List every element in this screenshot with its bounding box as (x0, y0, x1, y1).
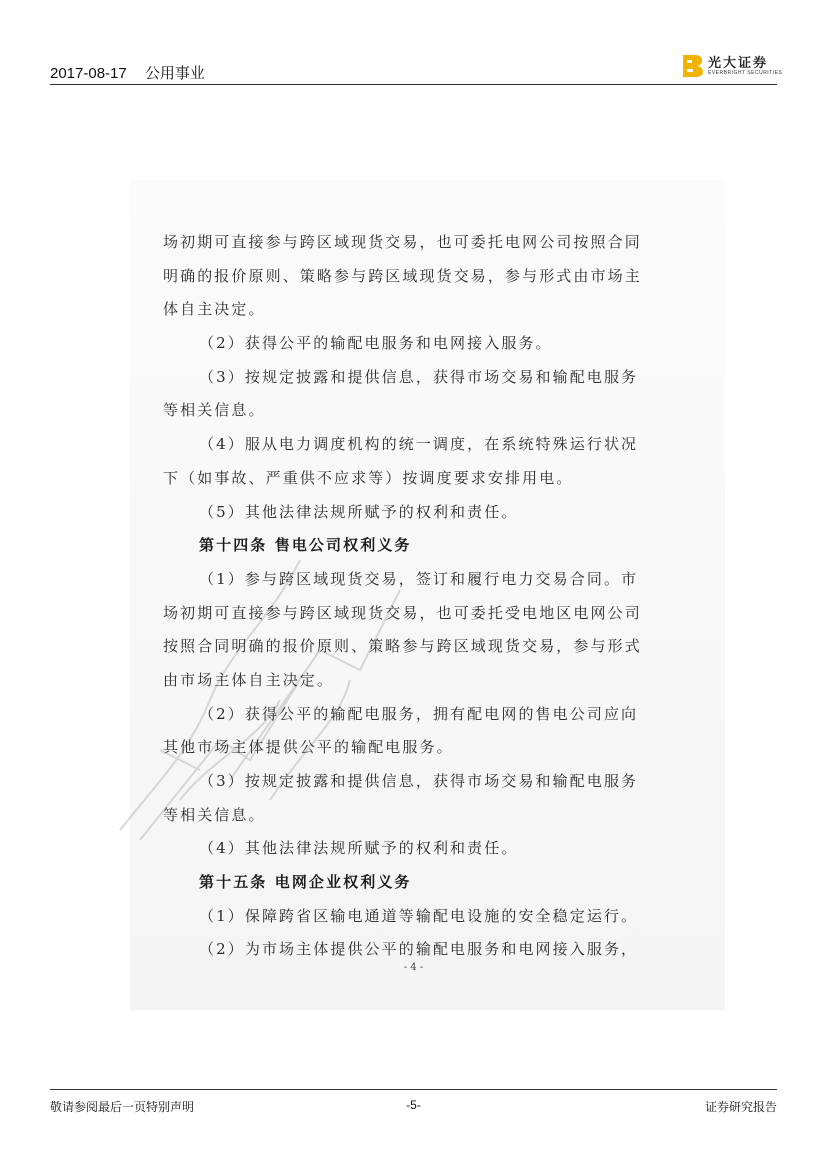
text-line: 等相关信息。 (163, 401, 266, 420)
header-meta (50, 62, 205, 83)
document-body (163, 226, 683, 967)
article-heading: 第十四条 售电公司权利义务 (199, 536, 412, 555)
article-heading: 第十五条 电网企业权利义务 (199, 873, 412, 892)
text-line: （2）为市场主体提供公平的输配电服务和电网接入服务， (199, 940, 639, 959)
footer-report-type: 证券研究报告 (704, 1100, 777, 1114)
inner-page-number: - 4 - (403, 962, 424, 973)
logo-mark-icon (682, 54, 704, 78)
company-logo (682, 52, 783, 80)
footer-disclaimer: 敬请参阅最后一页特别声明 (50, 1100, 195, 1114)
logo-name: 光大证券 (708, 56, 769, 71)
text-line: （4）其他法律法规所赋予的权利和责任。 (199, 839, 519, 858)
text-line: （3）按规定披露和提供信息，获得市场交易和输配电服务 (199, 772, 639, 790)
text-line: 按照合同明确的报价原则、策略参与跨区域现货交易，参与形式 (163, 637, 642, 656)
text-line: 由市场主体自主决定。 (163, 670, 335, 689)
text-line: 体自主决定。 (163, 300, 266, 319)
text-line: （4）服从电力调度机构的统一调度，在系统特殊运行状况 (199, 435, 639, 454)
logo-english-name: EVERBRIGHT SECURITIES (708, 70, 783, 76)
text-line: 场初期可直接参与跨区域现货交易，也可委托受电地区电网公司 (163, 603, 642, 622)
text-line: 场初期可直接参与跨区域现货交易，也可委托电网公司按照合同 (163, 233, 642, 251)
report-date: 2017-08-17 (50, 65, 127, 82)
text-line: （1）保障跨省区输电通道等输配电设施的安全稳定运行。 (199, 906, 639, 925)
text-line: （1）参与跨区域现货交易，签订和履行电力交易合同。市 (199, 569, 639, 588)
text-line: （3）按规定披露和提供信息，获得市场交易和输配电服务 (199, 367, 639, 386)
text-line: 等相关信息。 (163, 805, 266, 824)
text-line: 其他市场主体提供公平的输配电服务。 (163, 738, 454, 757)
page-header (50, 50, 783, 85)
text-line: （2）获得公平的输配电服务和电网接入服务。 (199, 334, 553, 353)
text-line: 下（如事故、严重供不应求等）按调度要求安排用电。 (163, 468, 574, 487)
text-line: 明确的报价原则、策略参与跨区域现货交易，参与形式由市场主 (163, 266, 642, 285)
text-line: （5）其他法律法规所赋予的权利和责任。 (199, 502, 519, 521)
footer-page-number: -5- (406, 1098, 421, 1112)
text-line: （2）获得公平的输配电服务，拥有配电网的售电公司应向 (199, 704, 639, 723)
report-category: 公用事业 (144, 65, 205, 82)
page-footer (50, 1089, 777, 1116)
